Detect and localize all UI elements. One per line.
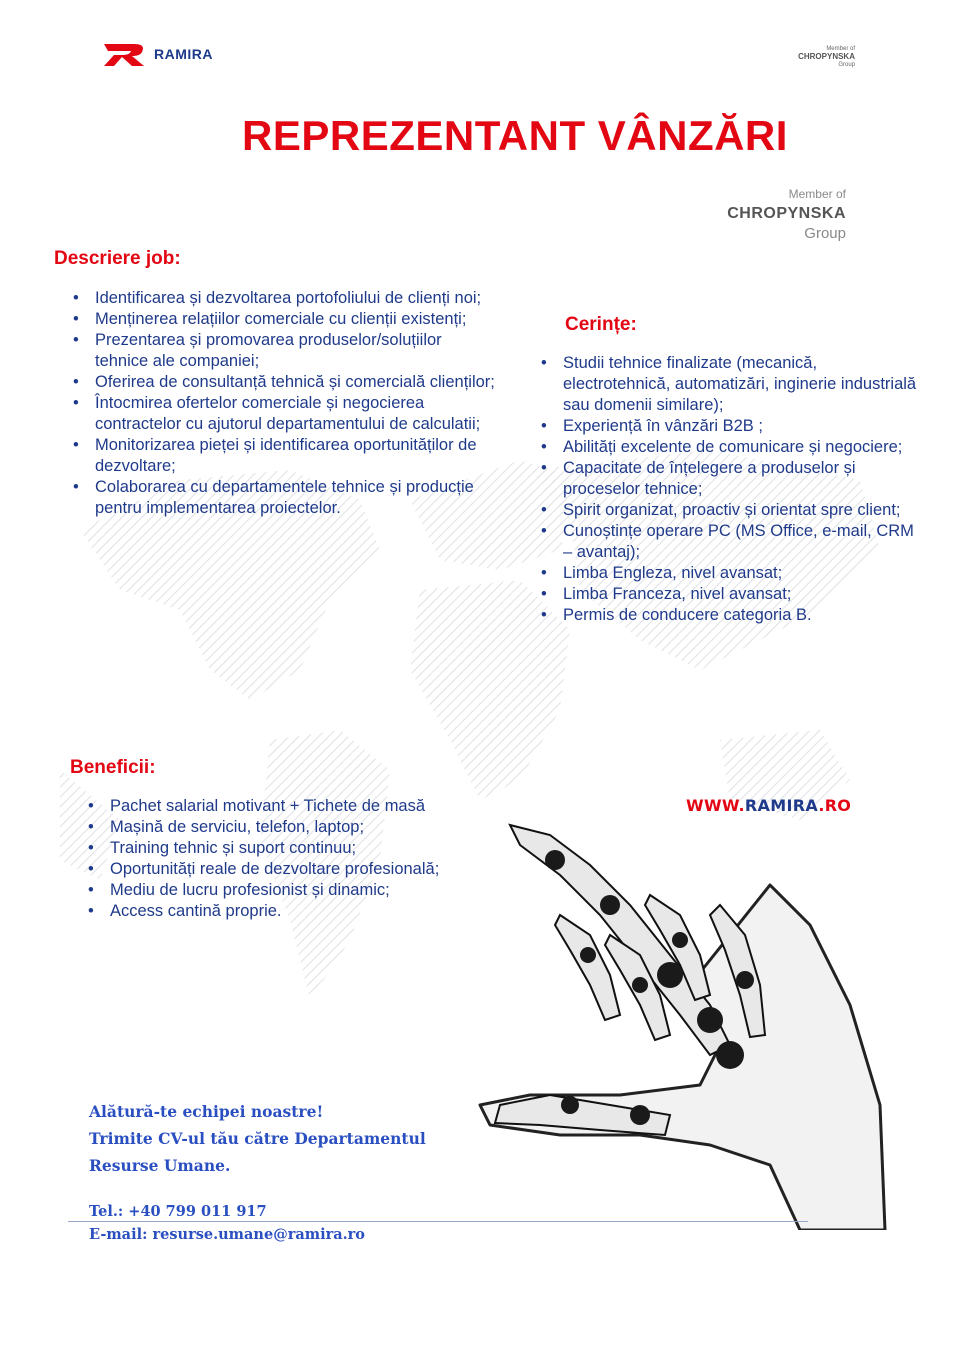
member-badge-large — [727, 184, 846, 244]
description-list — [95, 288, 495, 519]
member-group: Group — [804, 225, 846, 242]
website-suffix: .RO — [818, 796, 852, 815]
robotic-hand-illustration — [470, 805, 890, 1230]
benefits-heading: Beneficii: — [70, 757, 156, 778]
member-label: Member of — [788, 187, 846, 201]
list-item: • Experiență în vânzări B2B ; — [563, 416, 923, 437]
list-item: • Oferirea de consultanță tehnică și comercială clienților; — [95, 372, 495, 393]
list-item: • Abilități excelente de comunicare și negociere; — [563, 437, 923, 458]
list-item: • Mașină de serviciu, telefon, laptop; — [110, 817, 510, 838]
member-badge-small — [798, 45, 855, 69]
website-link[interactable] — [686, 796, 851, 815]
ramira-logo-icon — [100, 40, 148, 68]
list-item: • Spirit organizat, proactiv și orientat spre client; — [563, 500, 923, 521]
cta-line: Alătură-te echipei noastre! — [89, 1102, 324, 1121]
list-item: • Cunoștințe operare PC (MS Office, e-mail, CRM – avantaj); — [563, 521, 923, 563]
list-item: • Prezentarea și promovarea produselor/soluțiilor tehnice ale companiei; — [95, 330, 495, 372]
list-item: • Monitorizarea pieței și identificarea oportunităților de dezvoltare; — [95, 435, 495, 477]
list-item: • Identificarea și dezvoltarea portofoliului de clienți noi; — [95, 288, 495, 309]
list-item: • Permis de conducere categoria B. — [563, 605, 923, 626]
list-item: • Training tehnic și suport continuu; — [110, 838, 510, 859]
requirements-list — [563, 353, 923, 626]
list-item: • Oportunități reale de dezvoltare profesională; — [110, 859, 510, 880]
requirements-heading: Cerințe: — [565, 314, 637, 335]
ramira-logo — [100, 40, 213, 68]
list-item: • Limba Franceza, nivel avansat; — [563, 584, 923, 605]
list-item: • Mediu de lucru profesionist și dinamic; — [110, 880, 510, 901]
member-label: Member of — [826, 46, 855, 52]
description-heading: Descriere job: — [54, 248, 181, 269]
list-item: • Întocmirea ofertelor comerciale și negocierea contractelor cu ajutorul departamentului de calculatii; — [95, 393, 495, 435]
member-brand: CHROPYNSKA — [798, 52, 855, 61]
email-text[interactable]: E-mail: resurse.umane@ramira.ro — [89, 1226, 365, 1243]
cta-line: Resurse Umane. — [89, 1156, 231, 1175]
list-item: • Capacitate de înțelegere a produselor și proceselor tehnice; — [563, 458, 923, 500]
website-prefix: WWW. — [686, 796, 745, 815]
website-name: RAMIRA — [744, 796, 819, 815]
list-item: • Pachet salarial motivant + Tichete de masă — [110, 796, 510, 817]
list-item: • Limba Engleza, nivel avansat; — [563, 563, 923, 584]
member-brand: CHROPYNSKA — [727, 205, 846, 222]
logo-text: RAMIRA — [154, 46, 213, 62]
benefits-list — [110, 796, 510, 922]
list-item: • Studii tehnice finalizate (mecanică, electrotehnică, automatizări, inginerie industrială sau domenii similare); — [563, 353, 923, 416]
member-group: Group — [838, 62, 855, 68]
page-title: REPREZENTANT VÂNZĂRI — [242, 112, 788, 159]
phone-text[interactable]: Tel.: +40 799 011 917 — [89, 1203, 267, 1220]
list-item: • Access cantină proprie. — [110, 901, 510, 922]
list-item: • Menținerea relațiilor comerciale cu clienții existenți; — [95, 309, 495, 330]
call-to-action — [89, 1098, 426, 1179]
list-item: • Colaborarea cu departamentele tehnice și producție pentru implementarea proiectelor. — [95, 477, 495, 519]
cta-line: Trimite CV-ul tău către Departamentul — [89, 1129, 426, 1148]
contact-info — [89, 1200, 365, 1246]
